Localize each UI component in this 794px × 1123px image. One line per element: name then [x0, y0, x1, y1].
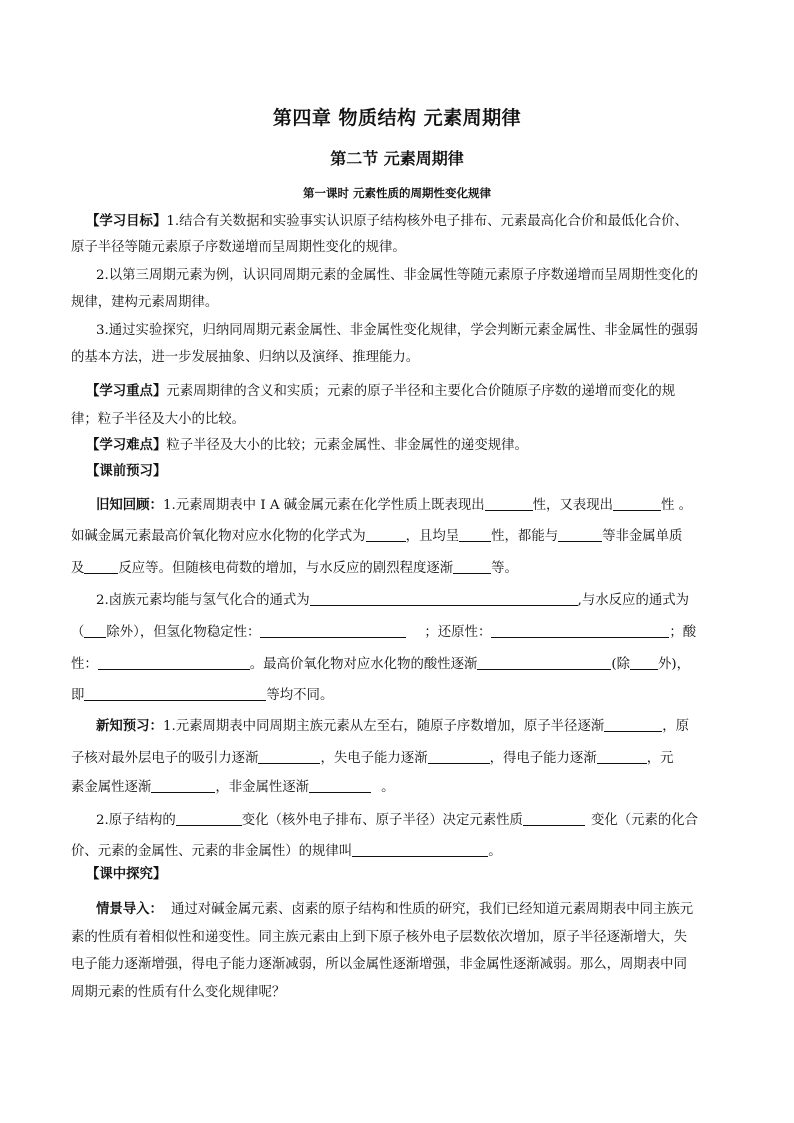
answer-blank[interactable]	[260, 624, 406, 638]
key-points-line	[86, 383, 746, 401]
text-span: 性：	[71, 657, 98, 672]
text-span: 外)，	[658, 657, 691, 672]
text-span: 性，又表现出	[532, 498, 614, 513]
answer-blank[interactable]	[309, 779, 371, 793]
text-span: ；酸	[669, 625, 697, 640]
text-span: 即	[71, 688, 85, 703]
new-knowledge-line	[96, 718, 731, 736]
text-span: (除	[611, 657, 631, 672]
text-span: 子核对最外层电子的吸引力逐渐	[71, 751, 259, 766]
answer-blank[interactable]	[491, 624, 669, 638]
text-span: ，原	[662, 719, 690, 734]
answer-blank[interactable]	[428, 750, 490, 764]
text-span: 1.元素周期表中同周期主族元素从左至右，随原子序数增加，原子半径逐渐	[162, 719, 605, 734]
text-span: ,与水反应的通式为	[577, 593, 690, 608]
text-span: 。	[488, 844, 502, 859]
answer-blank[interactable]	[352, 843, 488, 857]
lesson-title: 第一课时 元素性质的周期性变化规律	[302, 186, 491, 200]
text-span: ，失电子能力逐渐	[320, 751, 428, 766]
text-span: 除外），但氢化物稳定性：	[106, 625, 261, 640]
objectives-line: 2.以第三周期元素为例，认识同周期元素的金属性、非金属性等随元素原子序数递增而呈周期性变化的	[96, 268, 698, 283]
text-span: 等。	[491, 561, 518, 576]
difficulties-line	[86, 437, 746, 455]
text-span: 等均不同。	[266, 688, 334, 703]
answer-blank[interactable]	[604, 718, 662, 732]
text-span: 2.原子结构的	[96, 813, 176, 828]
text-span: 及	[71, 561, 85, 576]
chapter-title: 第四章 物质结构 元素周期律	[272, 107, 522, 129]
preview-label: 【课前预习】	[86, 464, 167, 479]
answer-blank[interactable]	[523, 812, 585, 826]
text-span: 价、元素的金属性、元素的非金属性）的规律叫	[71, 844, 353, 859]
objectives-line: 的基本方法，进一步发展抽象、归纳以及演绎、推理能力。	[71, 350, 420, 365]
section-title: 第二节 元素周期律	[330, 149, 464, 168]
review-line	[71, 624, 731, 642]
text-span: 1.元素周期表中 I A 碱金属元素在化学性质上既表现出	[162, 498, 485, 513]
text-span: ；还原性：	[424, 625, 492, 640]
answer-blank[interactable]	[453, 560, 491, 574]
new-knowledge-line	[96, 812, 731, 830]
text-span: 性 。	[661, 498, 693, 513]
text-span: 。	[381, 780, 395, 795]
answer-blank[interactable]	[176, 812, 242, 826]
objectives-line	[86, 213, 746, 231]
review-label: 旧知回顾：	[96, 498, 163, 513]
key-points-line: 律；粒子半径及大小的比较。	[71, 412, 246, 427]
new-knowledge-line	[71, 750, 731, 768]
answer-blank[interactable]	[477, 656, 611, 670]
difficulties-label: 【学习难点】	[86, 438, 167, 453]
text-span: 反应等。但随核电荷数的增加，与水反应的剧烈程度逐渐	[118, 561, 454, 576]
review-line	[71, 560, 731, 578]
answer-blank[interactable]	[84, 687, 266, 701]
text-span: 变化（核外电子排布、原子半径）决定元素性质	[241, 813, 523, 828]
text-span: ，元	[646, 751, 674, 766]
answer-blank[interactable]	[485, 497, 533, 511]
answer-blank[interactable]	[558, 528, 602, 542]
scene-label: 情景导入：	[96, 902, 163, 917]
inquiry-line: 电子能力逐渐增强，得电子能力逐渐减弱，所以金属性逐渐增强，非金属性逐渐减弱。那么，周期表中同	[71, 957, 687, 972]
answer-blank[interactable]	[84, 624, 106, 638]
answer-blank[interactable]	[597, 750, 647, 764]
text-span: 2.卤族元素均能与氢气化合的通式为	[96, 593, 310, 608]
text-span: 通过对碱金属元素、卤素的原子结构和性质的研究，我们已经知道元素周期表中同主族元	[170, 902, 694, 917]
text-span: 。最高价氧化物对应水化物的酸性逐渐	[249, 657, 478, 672]
inquiry-line: 素的性质有着相似性和递变性。同主族元素由上到下原子核外电子层数依次增加，原子半径逐渐增大，失	[71, 930, 687, 945]
text-span: （	[71, 625, 85, 640]
text-span: 性，都能与	[491, 529, 559, 544]
objectives-line: 原子半径等随元素原子序数递增而呈周期性变化的规律。	[71, 240, 406, 255]
difficulties-text: 粒子半径及大小的比较；元素金属性、非金属性的递变规律。	[166, 438, 528, 453]
answer-blank[interactable]	[98, 656, 250, 670]
answer-blank[interactable]	[630, 656, 658, 670]
inquiry-line	[96, 901, 731, 919]
inquiry-label: 【课中探究】	[86, 867, 167, 882]
key-points-text: 元素周期律的含义和实质；元素的原子半径和主要化合价随原子序数的递增而变化的规	[166, 384, 676, 399]
review-line	[96, 592, 731, 610]
text-span: 素金属性逐渐	[71, 780, 152, 795]
answer-blank[interactable]	[366, 528, 406, 542]
text-span: 如碱金属元素最高价氧化物对应水化物的化学式为	[71, 529, 366, 544]
new-knowledge-label: 新知预习：	[96, 719, 163, 734]
review-line	[71, 528, 731, 546]
inquiry-line: 周期元素的性质有什么变化规律呢？	[71, 985, 286, 1000]
review-line	[71, 656, 731, 674]
answer-blank[interactable]	[84, 560, 118, 574]
objectives-line: 规律，建构元素周期律。	[71, 295, 219, 310]
answer-blank[interactable]	[459, 528, 491, 542]
text-span: 等非金属单质	[602, 529, 683, 544]
new-knowledge-line	[71, 779, 731, 797]
objectives-line: 3.通过实验探究，归纳同周期元素金属性、非金属性变化规律，学会判断元素金属性、非金属性的强弱	[96, 323, 698, 338]
review-line	[71, 687, 731, 705]
key-points-label: 【学习重点】	[86, 384, 167, 399]
objectives-label: 【学习目标】	[86, 214, 167, 229]
text-span: 变化（元素的化合	[590, 813, 699, 828]
answer-blank[interactable]	[613, 497, 661, 511]
new-knowledge-line	[71, 843, 731, 861]
text-span: ，且均呈	[405, 529, 460, 544]
objectives-text: 1.结合有关数据和实验事实认识原子结构核外电子排布、元素最高化合价和最低化合价、	[166, 214, 688, 229]
answer-blank[interactable]	[151, 779, 215, 793]
answer-blank[interactable]	[258, 750, 320, 764]
text-span: ，非金属性逐渐	[215, 780, 310, 795]
answer-blank[interactable]	[310, 592, 578, 606]
text-span: ，得电子能力逐渐	[489, 751, 597, 766]
review-line	[96, 497, 731, 515]
